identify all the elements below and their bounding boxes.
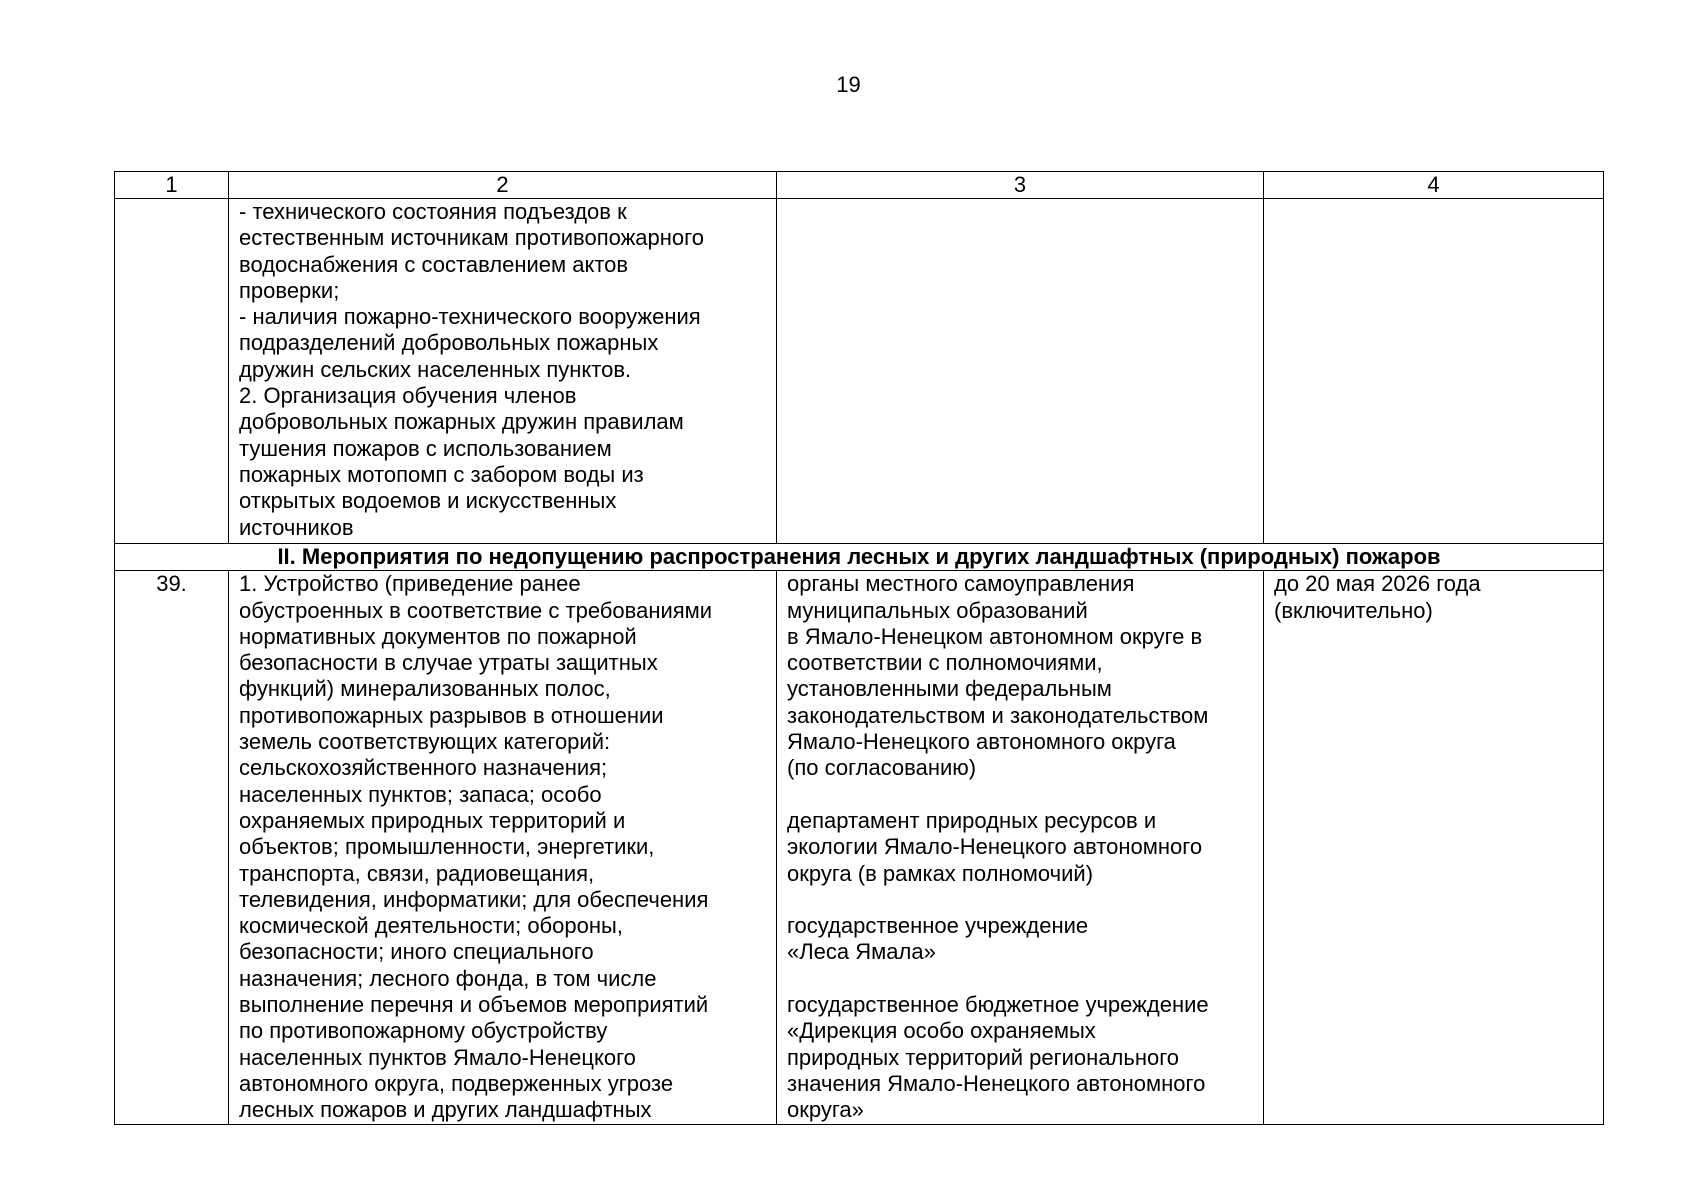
column-header-1: 1	[115, 172, 229, 199]
deadline-cell: до 20 мая 2026 года (включительно)	[1264, 571, 1604, 1124]
activities-table	[114, 171, 1604, 1125]
section-heading-row	[115, 544, 1604, 571]
column-header-4: 4	[1264, 172, 1604, 199]
page-number: 19	[836, 72, 861, 97]
table-row	[115, 199, 1604, 544]
description-cell: 1. Устройство (приведение ранее обустроенных в соответствие с требованиями нормативных документов по пожарной безопасности в случае утраты защитных функций) минерализованных полос, противопожарных разрывов в отношении земель соответствующих категорий: сельскохозяйственного назначения; населенных пунктов; запаса; особо охраняемых природных территорий и объектов; промышленности, энергетики, транспорта, связи, радиовещания, телевидения, информатики; для обеспечения космической деятельности; обороны, безопасности; иного специального назначения; лесного фонда, в том числе выполнение перечня и объемов мероприятий по противопожарному обустройству населенных пунктов Ямало-Ненецкого автономного округа, подверженных угрозе лесных пожаров и других ландшафтных	[229, 571, 777, 1124]
description-cell: - технического состояния подъездов к естественным источникам противопожарного водоснабжения с составлением актов проверки; - наличия пожарно-технического вооружения подразделений добровольных пожарных дружин сельских населенных пунктов. 2. Организация обучения членов добровольных пожарных дружин правилам тушения пожаров с использованием пожарных мотопомп с забором воды из открытых водоемов и искусственных источников	[229, 199, 777, 544]
row-number-cell: 39.	[115, 571, 229, 1124]
row-number-cell	[115, 199, 229, 544]
table-header-row	[115, 172, 1604, 199]
responsible-cell: органы местного самоуправления муниципальных образований в Ямало-Ненецком автономном округе в соответствии с полномочиями, установленными федеральным законодательством и законодательством Ямало-Ненецкого автономного округа (по согласованию) департамент природных ресурсов и экологии Ямало-Ненецкого автономного округа (в рамках полномочий) государственное учреждение «Леса Ямала» государственное бюджетное учреждение «Дирекция особо охраняемых природных территорий регионального значения Ямало-Ненецкого автономного округа»	[777, 571, 1264, 1124]
table-row	[115, 571, 1604, 1124]
section-heading: II. Мероприятия по недопущению распространения лесных и других ландшафтных (природных) пожаров	[115, 544, 1604, 571]
responsible-cell	[777, 199, 1264, 544]
deadline-cell	[1264, 199, 1604, 544]
column-header-2: 2	[229, 172, 777, 199]
column-header-3: 3	[777, 172, 1264, 199]
